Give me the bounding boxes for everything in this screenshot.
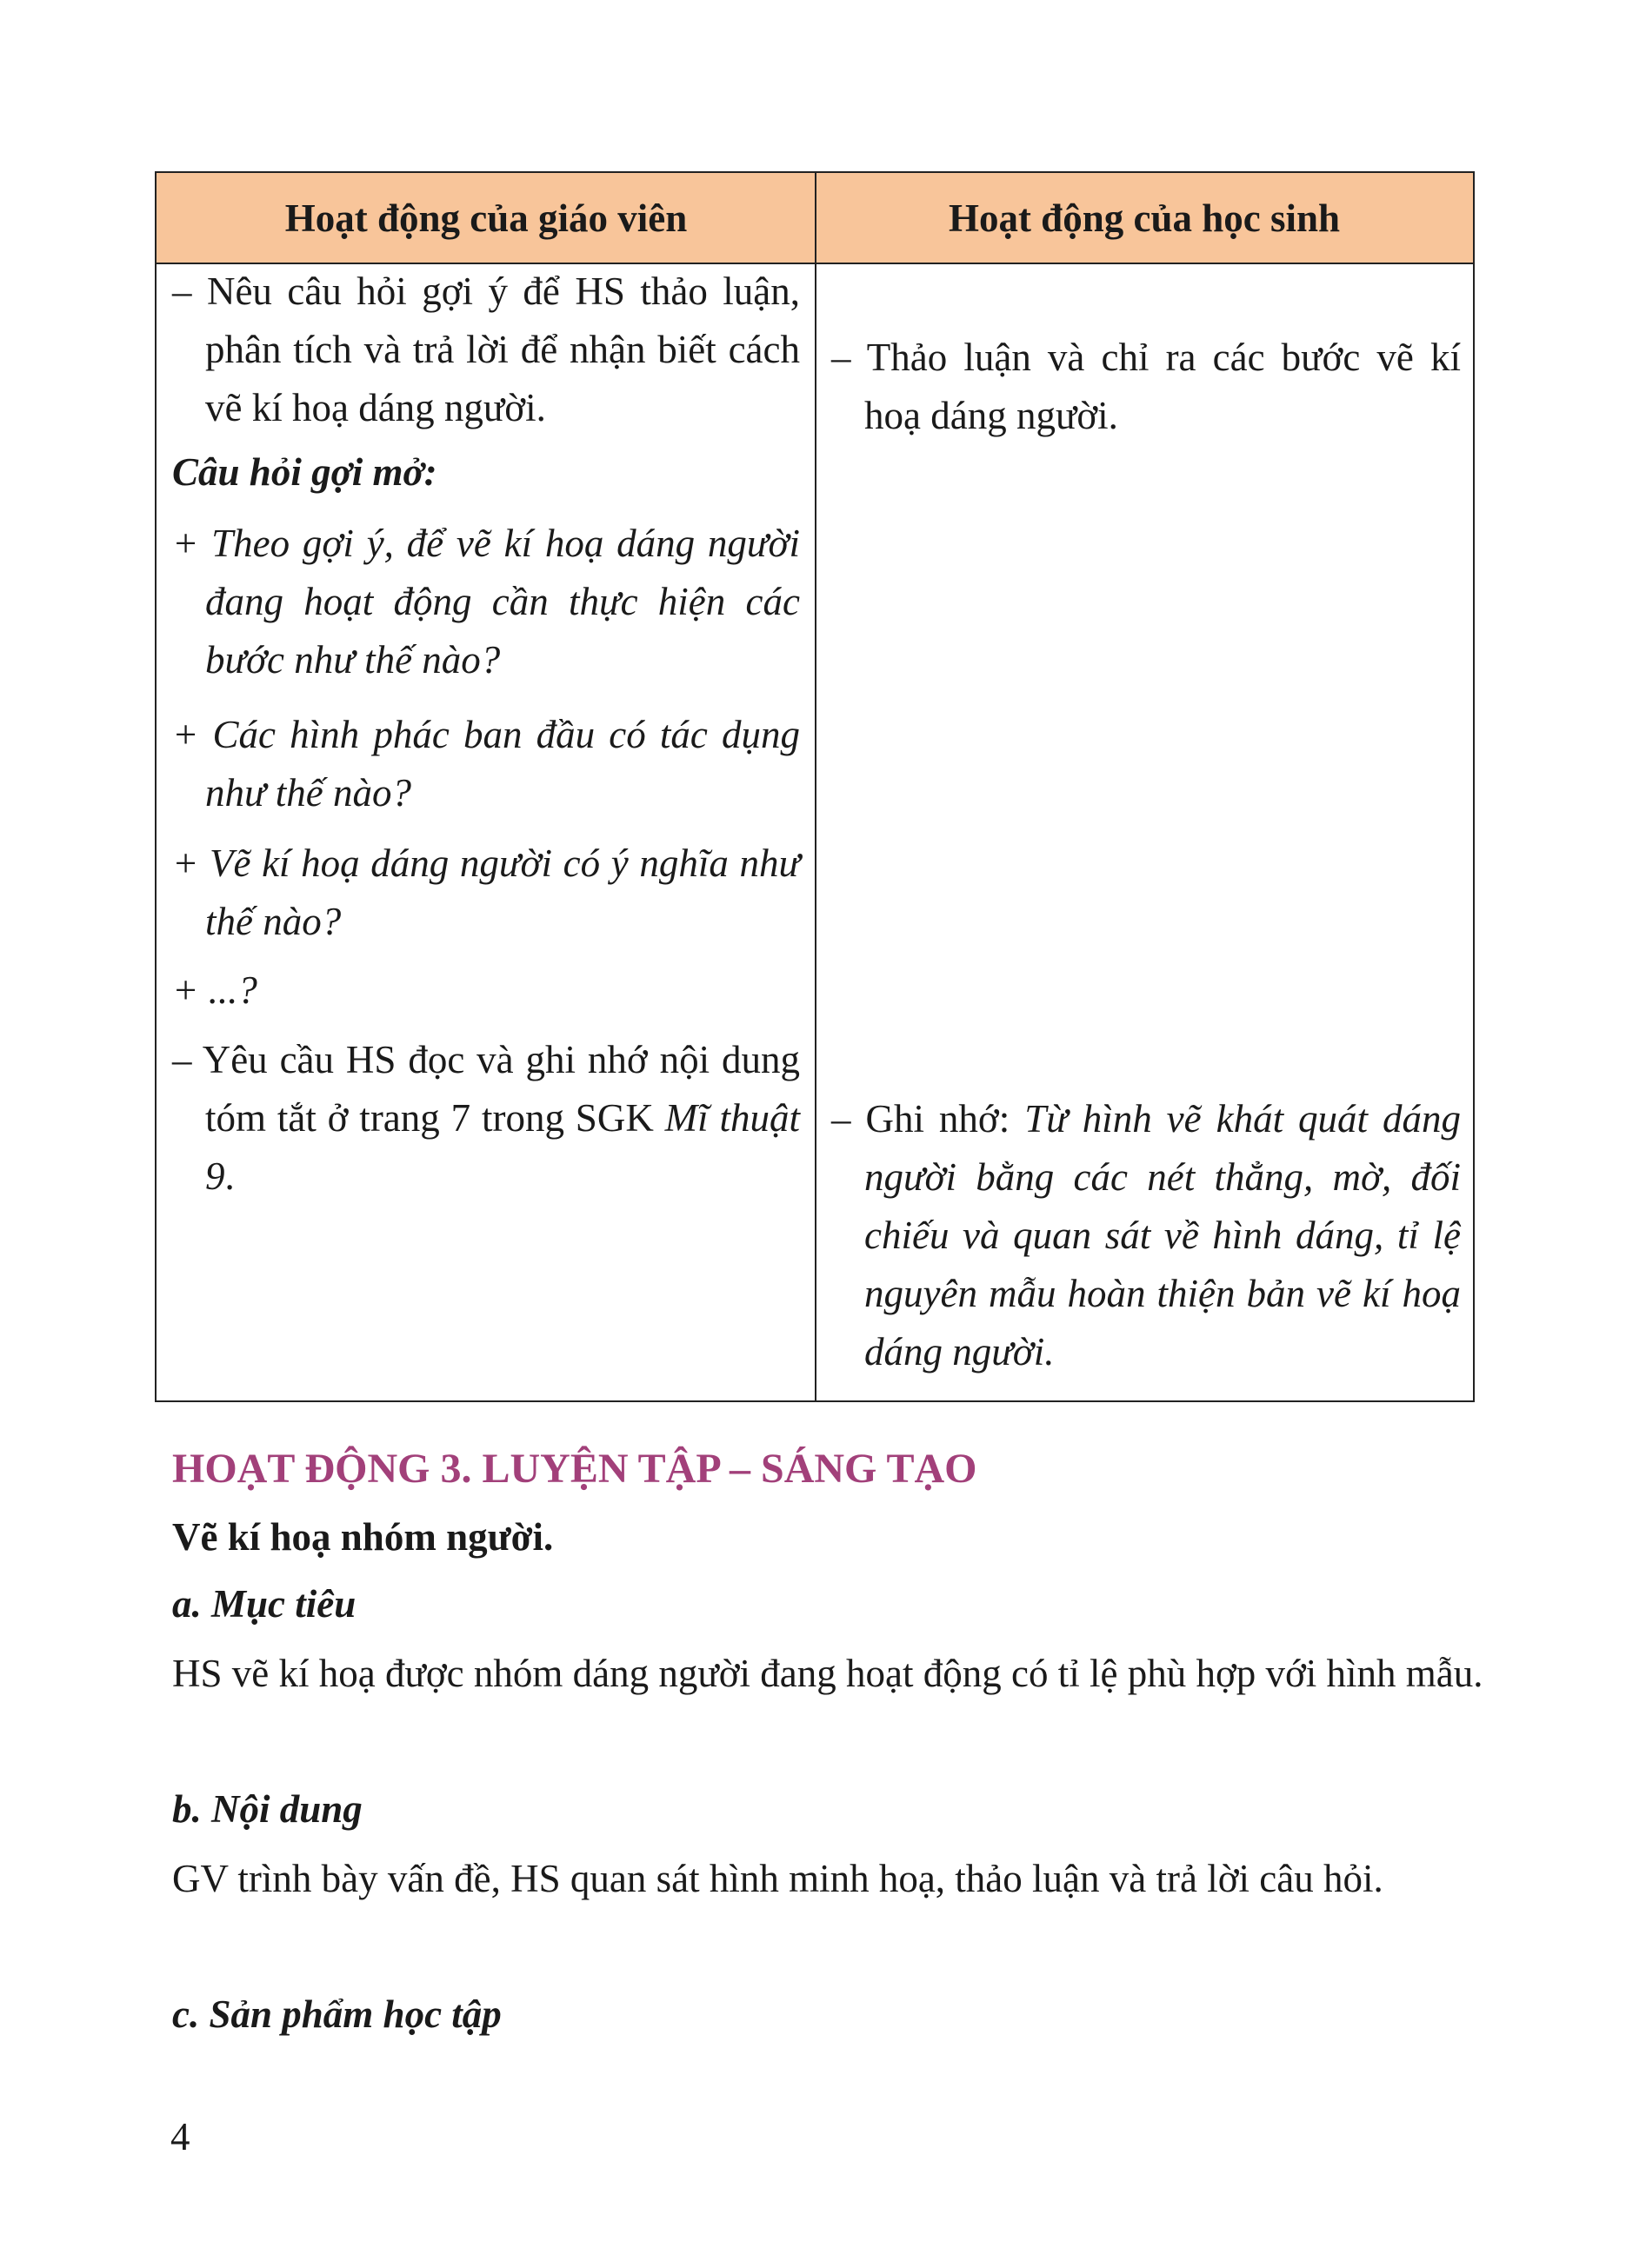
activity-table xyxy=(155,171,1475,1402)
questions-heading: Câu hỏi gợi mở: xyxy=(172,450,437,494)
remember-label: – Ghi nhớ: xyxy=(831,1097,1025,1141)
student-item-discussion: – Thảo luận và chỉ ra các bước vẽ kí hoạ dáng người. xyxy=(831,336,1461,437)
question-3: + Vẽ kí hoạ dáng người có ý nghĩa như thế nào? xyxy=(172,841,800,943)
teacher-item-summary xyxy=(172,1031,800,1206)
page-number: 4 xyxy=(170,2115,190,2158)
textbook-title: Mĩ thuật 9 xyxy=(205,1096,800,1198)
teacher-item-discussion: – Nêu câu hỏi gợi ý để HS thảo luận, phân tích và trả lời để nhận biết cách vẽ kí hoạ dáng người. xyxy=(172,269,800,429)
header-teacher-activity: Hoạt động của giáo viên xyxy=(284,196,688,240)
heading-content: b. Nội dung xyxy=(172,1787,363,1831)
header-student-activity: Hoạt động của học sinh xyxy=(948,196,1341,240)
question-2: + Các hình phác ban đầu có tác dụng như thế nào? xyxy=(172,713,800,815)
content-text: GV trình bày vấn đề, HS quan sát hình minh hoạ, thảo luận và trả lời câu hỏi. xyxy=(172,1857,1383,1900)
question-1: + Theo gợi ý, để vẽ kí hoạ dáng người đang hoạt động cần thực hiện các bước như thế nào? xyxy=(172,522,800,682)
teacher-item-summary-end: . xyxy=(224,1154,235,1198)
section-subtitle: Vẽ kí hoạ nhóm người. xyxy=(172,1515,554,1559)
remember-text: Từ hình vẽ khát quát dáng người bằng các nét thẳng, mờ, đối chiếu và quan sát về hình dáng, tỉ lệ nguyên mẫu hoàn thiện bản vẽ kí hoạ dáng người. xyxy=(864,1097,1461,1373)
column-divider xyxy=(815,173,816,1400)
student-item-remember xyxy=(831,1090,1461,1381)
teacher-item-summary-text: – Yêu cầu HS đọc và ghi nhớ nội dung tóm tắt ở trang 7 trong SGK xyxy=(172,1038,800,1140)
heading-objective: a. Mục tiêu xyxy=(172,1582,357,1626)
objective-text: HS vẽ kí hoạ được nhóm dáng người đang hoạt động có tỉ lệ phù hợp với hình mẫu. xyxy=(172,1652,1483,1695)
heading-product: c. Sản phẩm học tập xyxy=(172,1992,502,2036)
section-title: HOẠT ĐỘNG 3. LUYỆN TẬP – SÁNG TẠO xyxy=(172,1446,977,1492)
question-4: + ...? xyxy=(172,968,257,1012)
